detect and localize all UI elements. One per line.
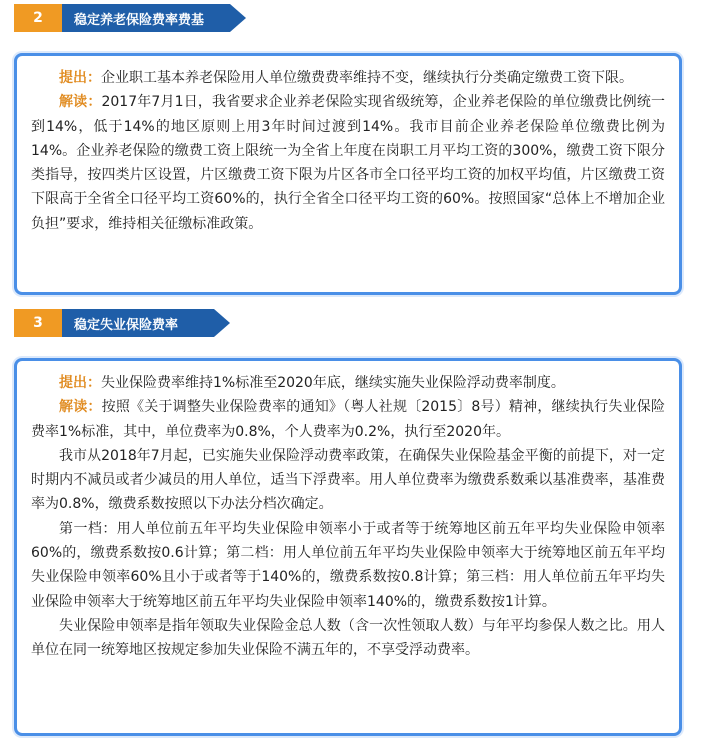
section-3-propose-paragraph — [31, 371, 665, 395]
section-3-propose-text: 失业保险费率维持1%标准至2020年底，继续实施失业保险浮动费率制度。 — [101, 375, 565, 391]
section-3-paragraph-floating-rate: 我市从2018年7月起，已实施失业保险浮动费率政策，在确保失业保险基金平衡的前提下，对一定时期内不减员或者少减员的用人单位，适当下浮费率。用人单位费率为缴费系数乘以基准费率，基准费率为0.8%，缴费系数按照以下办法分档次确定。 — [31, 447, 665, 513]
section-3-title-bar — [62, 309, 214, 337]
section-2-propose-text: 企业职工基本养老保险用人单位缴费费率维持不变，继续执行分类确定缴费工资下限。 — [101, 70, 633, 86]
section-3-paragraph-definition: 失业保险申领率是指年领取失业保险金总人数（含一次性领取人数）与年平均参保人数之比。用人单位在同一统筹地区按规定参加失业保险不满五年的，不享受浮动费率。 — [31, 617, 665, 659]
section-3-interpret-label: 解读： — [59, 399, 102, 416]
section-2-interpret-text: 2017年7月1日，我省要求企业养老保险实现省级统筹，企业养老保险的单位缴费比例统一到14%，低于14%的地区原则上用3年时间过渡到14%。我市目前企业养老保险单位缴费比例为14%。企业养老保险的缴费工资上限统一为全省上年度在岗职工月平均工资的300%，缴费工资下限分类指导，按四类片区设置，片区缴费工资下限为片区各市全口径平均工资的加权平均值，片区缴费工资下限高于全省全口径平均工资60%的，执行全省全口径平均工资的60%。按照国家“总体上不增加企业负担”要求，维持相关征缴标准政策。 — [31, 94, 665, 232]
section-3-interpret-paragraph — [31, 395, 665, 444]
section-3-propose-label: 提出： — [59, 375, 101, 391]
section-2-interpret-label: 解读： — [59, 94, 102, 111]
section-2-header — [14, 4, 230, 32]
section-2-title-bar — [62, 4, 230, 32]
section-3-title: 稳定失业保险费率 — [74, 317, 179, 333]
section-2-propose-paragraph — [31, 66, 665, 90]
section-3-number: 3 — [14, 309, 62, 337]
section-3-paragraph-tiers: 第一档：用人单位前五年平均失业保险申领率小于或者等于统筹地区前五年平均失业保险申领率60%的，缴费系数按0.6计算；第二档：用人单位前五年平均失业保险申领率大于统筹地区前五年平均失业保险申领率60%且小于或者等于140%的，缴费系数按0.8计算；第三档：用人单位前五年平均失业保险申领率大于统筹地区前五年平均失业保险申领率140%的，缴费系数按1计算。 — [31, 520, 665, 610]
section-2-propose-label: 提出： — [59, 70, 101, 86]
section-3-interpret-text: 按照《关于调整失业保险费率的通知》（粤人社规〔2015〕8号）精神，继续执行失业保险费率1%标准，其中，单位费率为0.8%，个人费率为0.2%，执行至2020年。 — [31, 399, 665, 440]
section-2-title: 稳定养老保险费率费基 — [74, 12, 205, 28]
section-3-box — [14, 358, 682, 736]
section-3-header — [14, 309, 214, 337]
section-2-number: 2 — [14, 4, 62, 32]
section-2-interpret-paragraph — [31, 90, 665, 236]
section-2-box — [14, 53, 682, 295]
